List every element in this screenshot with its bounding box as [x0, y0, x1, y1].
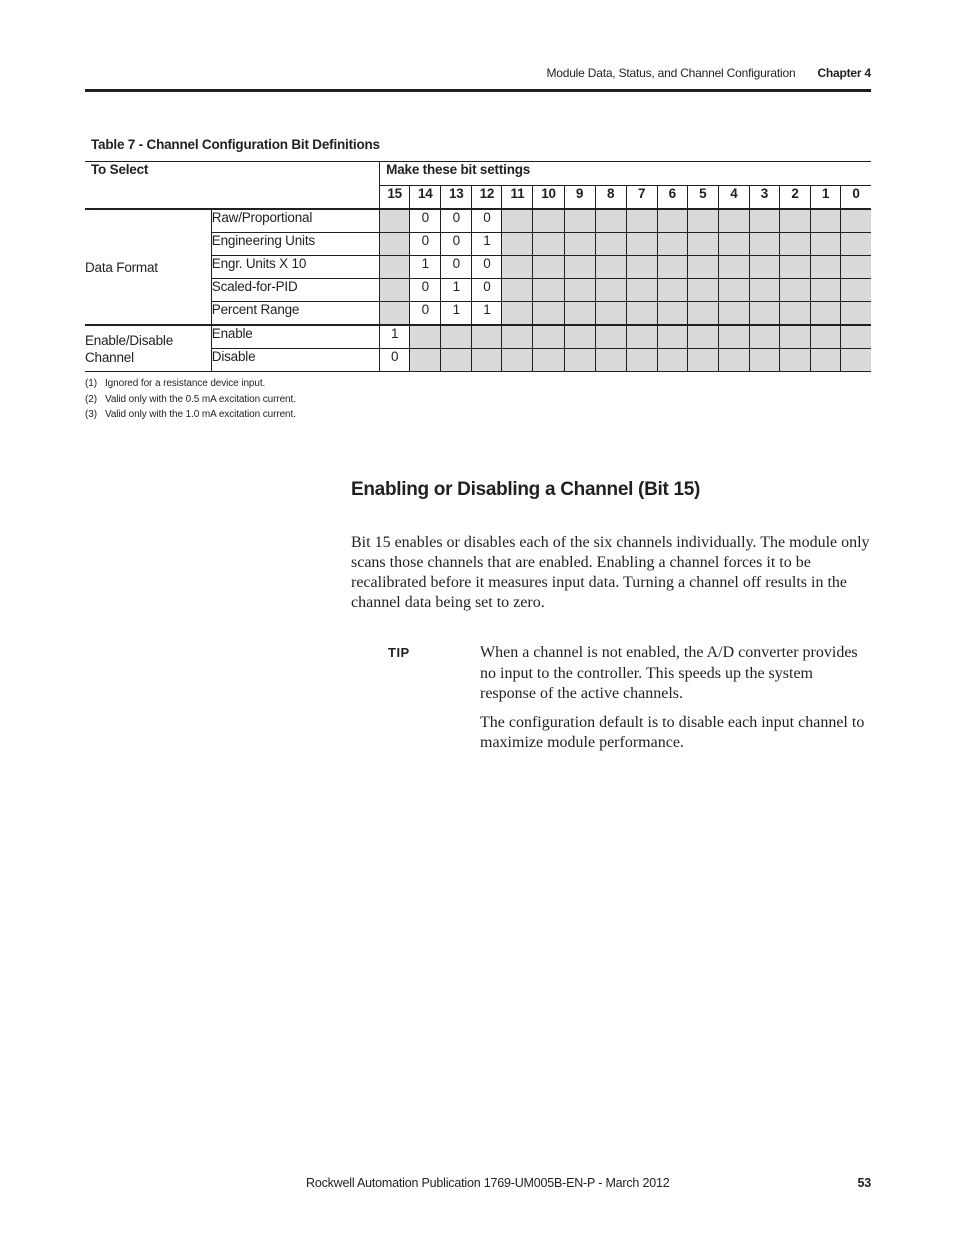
bit-header-cell: 12 [472, 186, 502, 210]
bit-cell [380, 302, 410, 326]
bit-header-cell: 6 [657, 186, 687, 210]
bit-cell [687, 325, 718, 349]
bit-cell [472, 349, 502, 372]
bit-cell: 1 [441, 302, 472, 326]
footnote-text: Valid only with the 0.5 mA excitation current. [105, 393, 296, 405]
footnote [85, 376, 296, 392]
bit-cell: 0 [410, 302, 441, 326]
section-body: Bit 15 enables or disables each of the six channels individually. The module only scans those channels that are enabled. Enabling a channel forces it to be recalibrated before it measures input data. Turning a channel off results in the channel data being set to zero. [351, 534, 870, 611]
bit-cell [657, 349, 687, 372]
bit-cell: 0 [441, 233, 472, 256]
bit-cell [749, 233, 779, 256]
bit-header-cell: 15 [380, 186, 410, 210]
bit-cell [718, 233, 749, 256]
page-number: 53 [857, 1176, 871, 1190]
bit-cell [657, 302, 687, 326]
bit-cell [811, 325, 841, 349]
bit-cell [626, 209, 657, 233]
footer-publication: Rockwell Automation Publication 1769-UM005B-EN-P - March 2012 [306, 1176, 670, 1190]
tip-label: TIP [388, 645, 410, 660]
bit-cell [779, 302, 810, 326]
bit-cell [595, 349, 626, 372]
bit-cell: 0 [472, 256, 502, 279]
bit-cell [564, 349, 595, 372]
bit-cell [749, 349, 779, 372]
col-bit-settings: Make these bit settings [380, 162, 871, 186]
bit-header-cell: 2 [779, 186, 810, 210]
bit-cell [749, 256, 779, 279]
bit-cell [687, 302, 718, 326]
bit-cell [841, 256, 871, 279]
footnote-number: (3) [85, 409, 97, 421]
bit-cell [626, 325, 657, 349]
bit-cell [380, 279, 410, 302]
bit-header-cell: 7 [626, 186, 657, 210]
bit-header-cell: 13 [441, 186, 472, 210]
bit-cell [410, 325, 441, 349]
bit-cell [626, 302, 657, 326]
bit-header-cell: 14 [410, 186, 441, 210]
bit-header-cell: 3 [749, 186, 779, 210]
bit-cell [718, 302, 749, 326]
bit-cell [380, 209, 410, 233]
bit-cell [811, 209, 841, 233]
bit-cell [502, 256, 533, 279]
table-body [85, 209, 871, 372]
bit-cell [533, 209, 564, 233]
bit-cell [564, 256, 595, 279]
bit-cell [441, 325, 472, 349]
bit-cell [533, 233, 564, 256]
bit-cell [779, 325, 810, 349]
bit-cell [841, 233, 871, 256]
table-row [85, 209, 871, 233]
bit-cell [841, 209, 871, 233]
bit-cell: 0 [441, 209, 472, 233]
bit-cell: 0 [380, 349, 410, 372]
bit-cell [564, 325, 595, 349]
bit-cell [626, 233, 657, 256]
bit-cell [564, 302, 595, 326]
bit-cell [380, 233, 410, 256]
bit-cell [749, 302, 779, 326]
bit-cell [718, 256, 749, 279]
bit-cell [502, 233, 533, 256]
bit-cell [718, 349, 749, 372]
bit-cell [811, 302, 841, 326]
bit-cell [502, 302, 533, 326]
bit-cell: 0 [410, 209, 441, 233]
bit-cell: 1 [472, 302, 502, 326]
bit-cell [533, 256, 564, 279]
tip-paragraph: When a channel is not enabled, the A/D converter provides no input to the controller. This speeds up the system response of the active channels. [480, 644, 858, 702]
bit-cell: 1 [410, 256, 441, 279]
bit-cell: 0 [441, 256, 472, 279]
bit-cell [533, 349, 564, 372]
blank-header-cell [85, 186, 380, 210]
bit-cell [564, 279, 595, 302]
footnote-text: Valid only with the 1.0 mA excitation current. [105, 409, 296, 421]
bit-cell [687, 233, 718, 256]
running-header [0, 66, 871, 80]
bit-cell [718, 325, 749, 349]
bit-cell [595, 209, 626, 233]
bit-cell [687, 256, 718, 279]
option-label: Percent Range [211, 302, 379, 326]
group-label: Data Format [85, 209, 211, 325]
bit-cell [811, 279, 841, 302]
table-footnotes [85, 376, 296, 423]
bit-cell [380, 256, 410, 279]
option-label: Engineering Units [211, 233, 379, 256]
bit-cell [657, 325, 687, 349]
bit-cell [841, 279, 871, 302]
bit-cell: 1 [472, 233, 502, 256]
bit-cell [687, 279, 718, 302]
option-label: Disable [211, 349, 379, 372]
header-chapter: Chapter 4 [817, 66, 871, 80]
bit-cell [626, 349, 657, 372]
header-section-title: Module Data, Status, and Channel Configuration [546, 66, 796, 80]
bit-cell [749, 325, 779, 349]
bit-cell [533, 325, 564, 349]
bit-header-cell: 0 [841, 186, 871, 210]
bit-cell [595, 302, 626, 326]
table-row [85, 325, 871, 349]
bit-cell [811, 349, 841, 372]
bit-cell [657, 256, 687, 279]
footnote-number: (2) [85, 393, 97, 405]
bit-header-cell: 8 [595, 186, 626, 210]
bit-cell [564, 233, 595, 256]
bit-cell [841, 325, 871, 349]
tip-paragraph: The configuration default is to disable each input channel to maximize module performance. [480, 713, 865, 751]
bit-cell [687, 349, 718, 372]
bit-cell [687, 209, 718, 233]
bit-cell [441, 349, 472, 372]
bit-header-cell: 5 [687, 186, 718, 210]
bit-header-cell: 4 [718, 186, 749, 210]
group-label: Enable/Disable Channel [85, 325, 211, 372]
bit-cell [657, 233, 687, 256]
col-to-select: To Select [85, 162, 380, 186]
bit-cell [841, 349, 871, 372]
bit-cell [811, 233, 841, 256]
bit-cell [841, 302, 871, 326]
bit-cell [779, 209, 810, 233]
bit-cell [533, 279, 564, 302]
bit-cell: 1 [380, 325, 410, 349]
bit-cell [779, 349, 810, 372]
bit-header-cell: 9 [564, 186, 595, 210]
bit-cell [410, 349, 441, 372]
bit-cell [502, 349, 533, 372]
bit-cell [779, 256, 810, 279]
option-label: Enable [211, 325, 379, 349]
bit-cell: 0 [472, 279, 502, 302]
bit-cell: 0 [410, 279, 441, 302]
bit-cell [472, 325, 502, 349]
bit-cell [718, 209, 749, 233]
bit-cell [779, 233, 810, 256]
footnote [85, 392, 296, 408]
option-label: Engr. Units X 10 [211, 256, 379, 279]
table-header-row [85, 162, 871, 186]
bit-cell [595, 279, 626, 302]
bit-header-cell: 1 [811, 186, 841, 210]
bit-cell: 0 [472, 209, 502, 233]
bit-cell [595, 233, 626, 256]
bit-cell: 0 [410, 233, 441, 256]
bit-cell [533, 302, 564, 326]
section-title: Enabling or Disabling a Channel (Bit 15) [351, 479, 701, 500]
bit-header-cell: 10 [533, 186, 564, 210]
option-label: Raw/Proportional [211, 209, 379, 233]
bit-cell [657, 209, 687, 233]
bit-cell [718, 279, 749, 302]
bit-cell [657, 279, 687, 302]
bit-cell [595, 256, 626, 279]
footnote-number: (1) [85, 378, 97, 389]
table-title: Table 7 - Channel Configuration Bit Definitions [91, 137, 380, 152]
bit-cell [502, 279, 533, 302]
bit-number-row [85, 186, 871, 210]
bit-cell [564, 209, 595, 233]
bit-cell [626, 279, 657, 302]
bit-header-cell: 11 [502, 186, 533, 210]
bit-cell [502, 325, 533, 349]
header-rule [85, 89, 871, 92]
option-label: Scaled-for-PID [211, 279, 379, 302]
footnote [85, 407, 296, 423]
bit-cell [626, 256, 657, 279]
bit-cell [502, 209, 533, 233]
bit-cell [811, 256, 841, 279]
bit-cell [749, 209, 779, 233]
bit-cell [749, 279, 779, 302]
bit-cell [595, 325, 626, 349]
bit-definitions-table [85, 161, 871, 372]
tip-body [480, 643, 872, 762]
bit-cell [779, 279, 810, 302]
bit-cell: 1 [441, 279, 472, 302]
footnote-text: Ignored for a resistance device input. [105, 378, 266, 389]
